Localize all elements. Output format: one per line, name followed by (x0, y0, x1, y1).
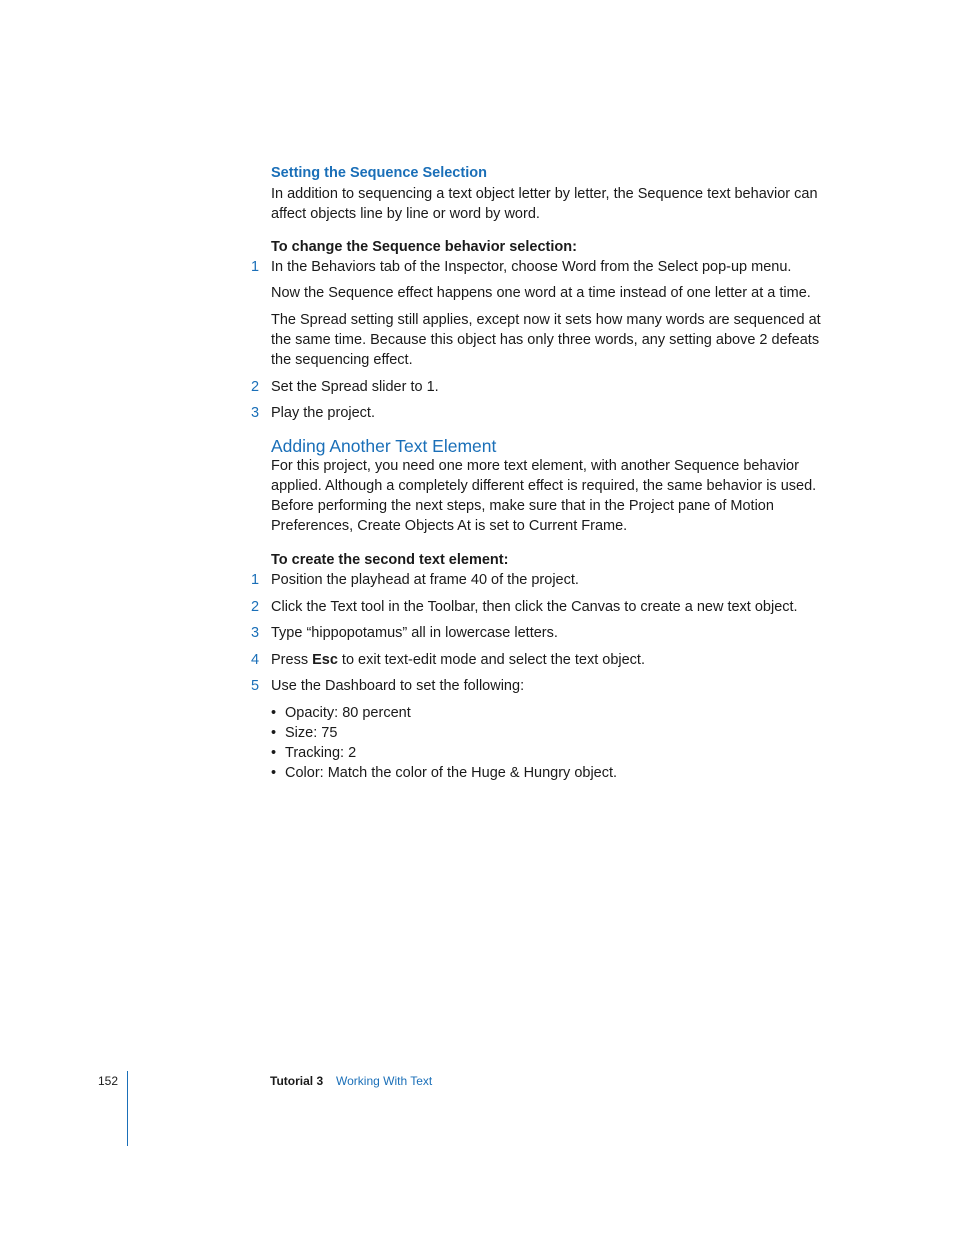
step-text (271, 650, 827, 670)
step-text: Use the Dashboard to set the following: (271, 678, 525, 694)
bullet-icon: • (271, 705, 277, 721)
step-text: Play the project. (271, 405, 375, 421)
section1-intro: In addition to sequencing a text object letter by letter, the Sequence text behavior can affect objects line by line or word by word. (271, 186, 818, 222)
step-note: The Spread setting still applies, except now it sets how many words are sequenced at the same time. Because this object has only three words, any setting above 2 defeats the sequencing effect. (271, 312, 821, 368)
step-number: 5 (251, 678, 260, 694)
bullet-item: Opacity: 80 percent (285, 705, 411, 721)
footer-chapter: Tutorial 3 (270, 1074, 324, 1088)
step-number: 2 (251, 599, 260, 615)
procedure-title-second-text: To create the second text element: (271, 552, 509, 568)
procedure-title-sequence: To change the Sequence behavior selection: (271, 239, 577, 255)
step-number: 4 (251, 652, 260, 668)
step-text: Click the Text tool in the Toolbar, then click the Canvas to create a new text object. (271, 599, 798, 615)
bullet-item: Size: 75 (285, 725, 338, 741)
bullet-icon: • (271, 725, 277, 741)
footer-chapter-title: Working With Text (336, 1074, 433, 1088)
bullet-icon: • (271, 765, 277, 781)
step-number: 3 (251, 405, 260, 421)
section-heading-sequence-selection: Setting the Sequence Selection (271, 165, 487, 181)
step-text: Set the Spread slider to 1. (271, 379, 439, 395)
step-number: 3 (251, 625, 260, 641)
step-text-pre: Press (271, 652, 313, 668)
step-number: 1 (251, 572, 260, 588)
footer-divider (127, 1071, 128, 1146)
bullet-item: Color: Match the color of the Huge & Hungry object. (285, 765, 618, 781)
step-text: In the Behaviors tab of the Inspector, choose Word from the Select pop-up menu. (271, 259, 792, 275)
esc-key-label: Esc (312, 652, 338, 668)
page-number: 152 (98, 1074, 119, 1088)
step-number: 1 (251, 259, 260, 275)
step-text: Type “hippopotamus” all in lowercase letters. (271, 625, 558, 641)
bullet-item: Tracking: 2 (285, 745, 357, 761)
section-heading-adding-text-element: Adding Another Text Element (271, 436, 497, 456)
bullet-icon: • (271, 745, 277, 761)
step-note: Now the Sequence effect happens one word at a time instead of one letter at a time. (271, 285, 811, 301)
step-text-post: to exit text-edit mode and select the text object. (337, 652, 645, 668)
step-text: Position the playhead at frame 40 of the project. (271, 572, 579, 588)
section2-intro: For this project, you need one more text element, with another Sequence behavior applied. Although a completely different effect is required, the same behavior is used. Before performing the next steps, make sure that in the Project pane of Motion Preferences, Create Objects At is set to Current Frame. (271, 458, 817, 534)
step-number: 2 (251, 379, 260, 395)
